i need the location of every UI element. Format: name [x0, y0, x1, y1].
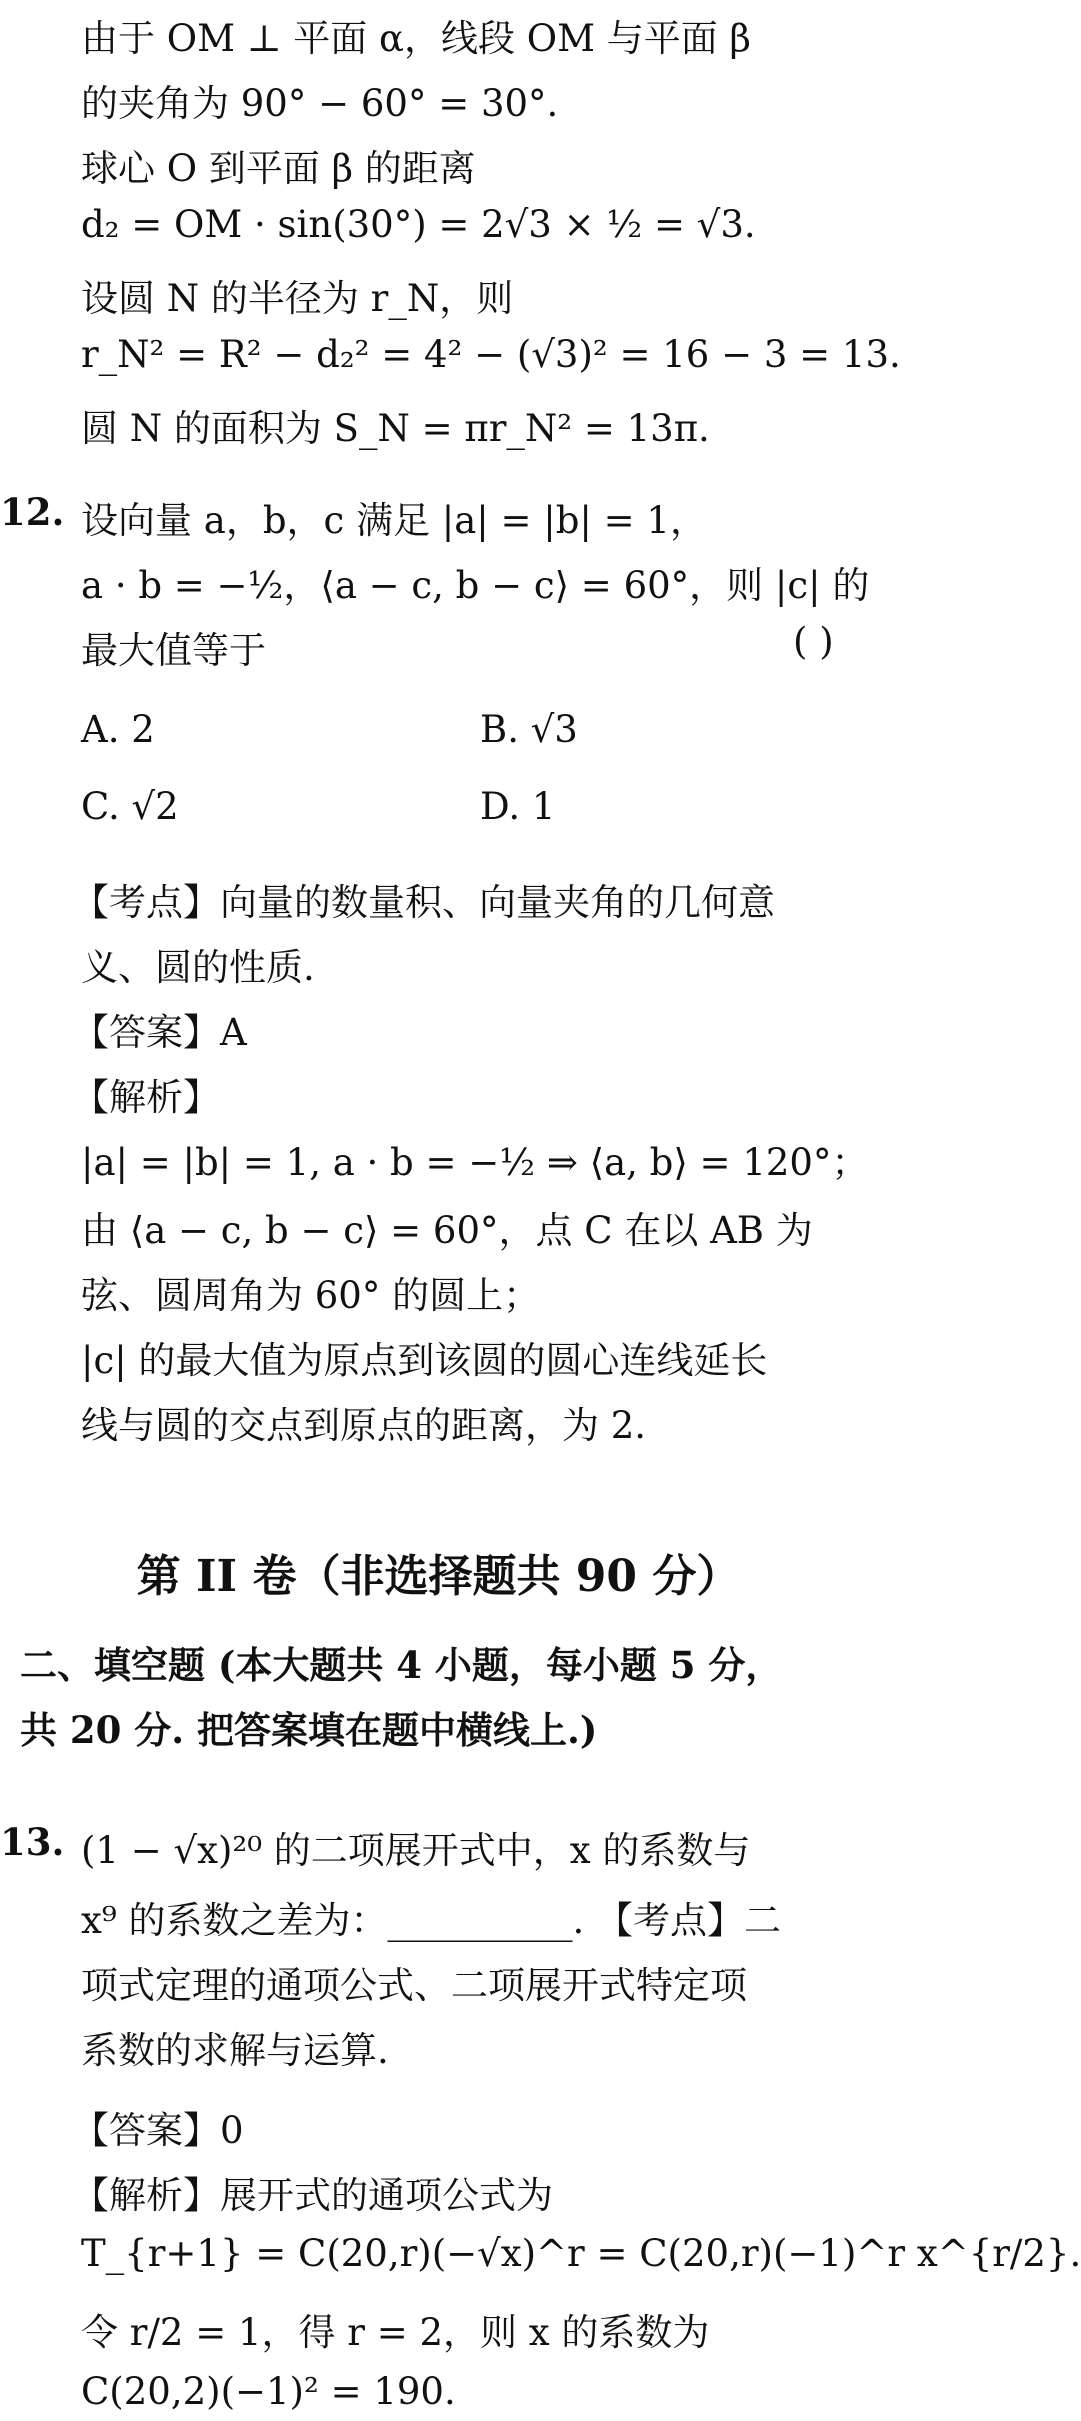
jiexi-line: 【解析】展开式的通项公式为 [72, 2174, 553, 2217]
option-b: B. √3 [480, 708, 578, 751]
question-stem-line: 最大值等于 [81, 629, 266, 672]
jiexi-line: |c| 的最大值为原点到该圆的圆心连线延长 [81, 1339, 768, 1382]
option-d: D. 1 [480, 785, 556, 828]
question-stem-line: a · b = −½，⟨a − c, b − c⟩ = 60°，则 |c| 的 [81, 564, 870, 607]
jiexi-line: 由 ⟨a − c, b − c⟩ = 60°，点 C 在以 AB 为 [81, 1209, 813, 1252]
question-number: 12. [0, 490, 65, 534]
option-a: A. 2 [81, 708, 155, 751]
question-line: 系数的求解与运算. [81, 2029, 389, 2072]
question-line: x⁹ 的系数之差为：__________. 【考点】二 [81, 1899, 781, 1942]
jiexi-line: C(20,2)(−1)² = 190. [81, 2370, 456, 2413]
solution-line: r_N² = R² − d₂² = 4² − (√3)² = 16 − 3 = 13. [81, 333, 901, 376]
answer-line: 【答案】A [72, 1011, 247, 1054]
jiexi-label: 【解析】 [72, 1076, 220, 1119]
solution-line: 由于 OM ⊥ 平面 α，线段 OM 与平面 β [81, 17, 751, 60]
jiexi-line: T_{r+1} = C(20,r)(−√x)^r = C(20,r)(−1)^r x^{r/2}. [81, 2232, 1081, 2275]
option-c: C. √2 [81, 785, 179, 828]
kaodian-line: 【考点】向量的数量积、向量夹角的几何意 [72, 881, 775, 924]
jiexi-line: 弦、圆周角为 60° 的圆上； [81, 1274, 541, 1317]
solution-line: 设圆 N 的半径为 r_N，则 [81, 277, 514, 320]
jiexi-line: 线与圆的交点到原点的距离，为 2. [81, 1404, 647, 1447]
question-number: 13. [0, 1820, 65, 1864]
question-line: (1 − √x)²⁰ 的二项展开式中，x 的系数与 [81, 1829, 751, 1872]
question-line: 项式定理的通项公式、二项展开式特定项 [81, 1964, 747, 2007]
solution-line: 圆 N 的面积为 S_N = πr_N² = 13π. [81, 407, 710, 450]
answer-line: 【答案】0 [72, 2109, 244, 2152]
solution-line: 的夹角为 90° − 60° = 30°. [81, 82, 559, 125]
section-heading-line: 二、填空题 (本大题共 4 小题，每小题 5 分， [20, 1643, 783, 1687]
part-title: 第 II 卷（非选择题共 90 分） [136, 1551, 741, 1602]
solution-line: 球心 O 到平面 β 的距离 [81, 147, 476, 190]
kaodian-line: 义、圆的性质. [81, 946, 315, 989]
question-stem-line: 设向量 a，b，c 满足 |a| = |b| = 1， [81, 499, 707, 542]
solution-line: d₂ = OM · sin(30°) = 2√3 × ½ = √3. [81, 203, 756, 246]
jiexi-line: |a| = |b| = 1, a · b = −½ ⇒ ⟨a, b⟩ = 120°； [81, 1141, 869, 1184]
answer-parentheses: ( ) [793, 620, 834, 663]
jiexi-line: 令 r/2 = 1，得 r = 2，则 x 的系数为 [81, 2311, 710, 2354]
section-heading-line: 共 20 分. 把答案填在题中横线上.) [20, 1708, 598, 1752]
